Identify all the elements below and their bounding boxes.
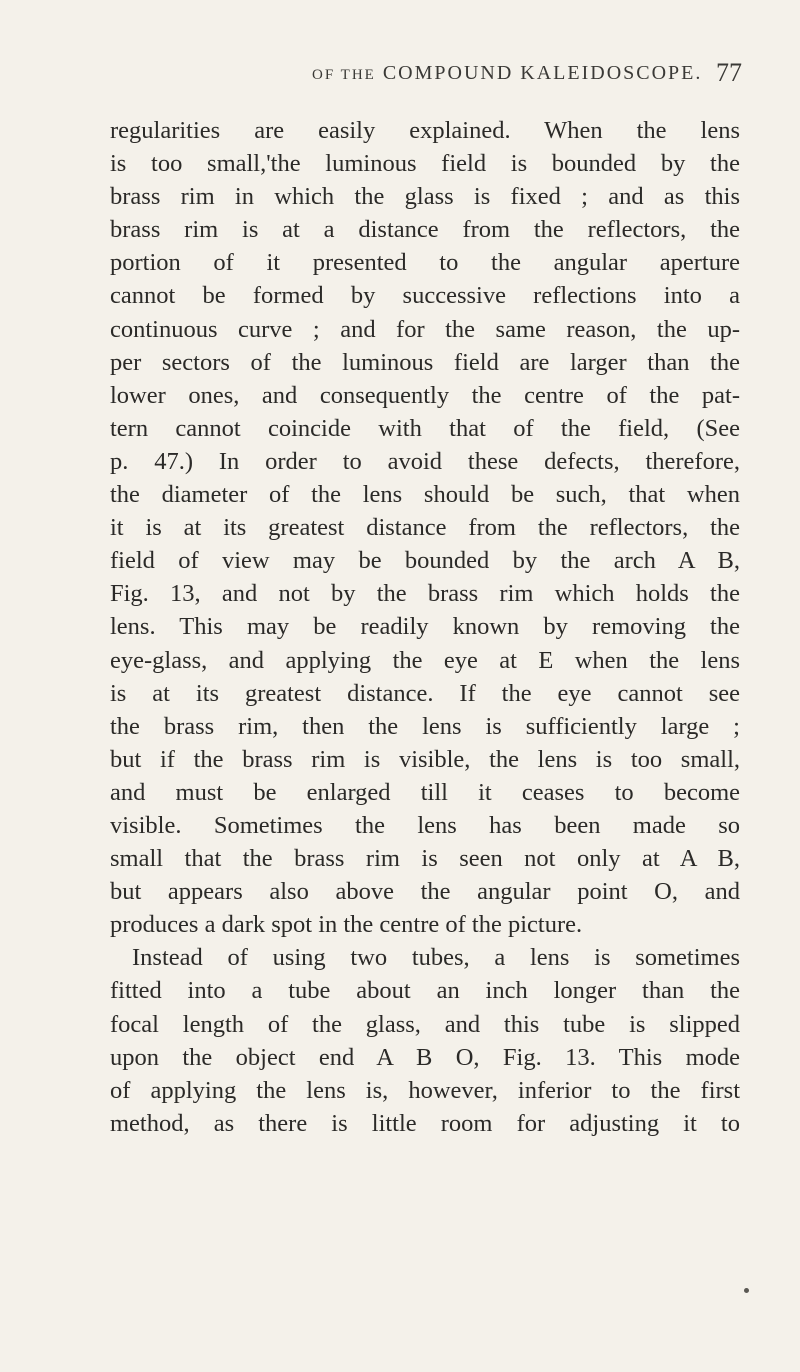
running-title [312, 62, 702, 85]
text-line: tern cannot coincide with that of the field, (See [110, 414, 740, 442]
text-line: produces a dark spot in the centre of the picture. [110, 911, 583, 939]
text-line: but appears also above the angular point O, and [110, 878, 740, 906]
text-line: brass rim is at a distance from the reflectors, the [110, 216, 740, 244]
running-title-prefix: OF THE [312, 67, 376, 83]
text-line: of applying the lens is, however, inferior to the first [110, 1076, 740, 1104]
text-line: method, as there is little room for adjusting it to [110, 1109, 740, 1137]
text-line: Fig. 13, and not by the brass rim which holds the [110, 580, 740, 608]
text-line: regularities are easily explained. When the lens [110, 117, 740, 144]
text-line: lower ones, and consequently the centre of the pat- [110, 381, 740, 409]
text-line: upon the object end A B O, Fig. 13. This mode [110, 1043, 740, 1071]
text-line: field of view may be bounded by the arch A B, [110, 547, 740, 575]
page-number: 77 [716, 58, 742, 87]
text-line: Instead of using two tubes, a lens is sometimes [132, 944, 740, 972]
text-line: but if the brass rim is visible, the lens is too small, [110, 745, 740, 773]
running-title-main: COMPOUND KALEIDOSCOPE. [382, 62, 703, 84]
text-line: it is at its greatest distance from the reflectors, the [110, 514, 740, 542]
text-line: the diameter of the lens should be such, that when [110, 481, 740, 509]
text-line: visible. Sometimes the lens has been made so [110, 811, 740, 839]
text-line: the brass rim, then the lens is sufficiently large ; [110, 712, 740, 740]
running-head [0, 58, 800, 92]
text-line: and must be enlarged till it ceases to become [110, 778, 740, 806]
text-line: fitted into a tube about an inch longer than the [110, 977, 740, 1005]
text-line: continuous curve ; and for the same reason, the up- [110, 315, 740, 343]
text-line: portion of it presented to the angular aperture [110, 249, 740, 277]
text-line: is too small,'the luminous field is bounded by the [110, 150, 740, 178]
text-line: p. 47.) In order to avoid these defects, therefore, [110, 447, 740, 475]
body-text [110, 114, 740, 1140]
text-line: brass rim in which the glass is fixed ; and as this [110, 183, 740, 211]
text-line: focal length of the glass, and this tube is slipped [110, 1010, 740, 1038]
text-line: small that the brass rim is seen not only at A B, [110, 845, 740, 873]
ink-speck [744, 1288, 749, 1293]
text-line: cannot be formed by successive reflections into a [110, 282, 740, 310]
text-line: eye-glass, and applying the eye at E when the lens [110, 646, 740, 674]
text-line: is at its greatest distance. If the eye cannot see [110, 679, 740, 707]
text-line: per sectors of the luminous field are larger than the [110, 348, 740, 376]
text-line: lens. This may be readily known by removing the [110, 613, 740, 641]
